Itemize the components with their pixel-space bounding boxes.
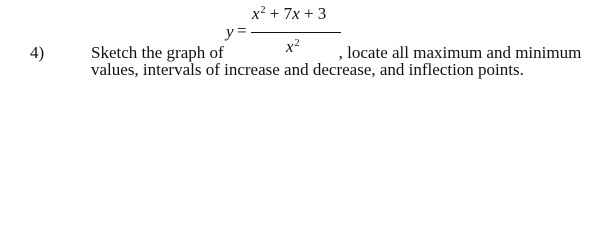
- fraction-bar: [251, 32, 341, 33]
- numerator-exponent: 2: [260, 5, 266, 16]
- question-text-before: Sketch the graph of: [91, 43, 224, 62]
- denominator-variable: x: [286, 37, 294, 56]
- numerator-variable: x: [252, 4, 260, 23]
- question-text-after: , locate all maximum and minimum: [338, 43, 582, 62]
- numerator-term: + 7: [265, 4, 293, 23]
- question-number: 4): [30, 43, 45, 62]
- equals-sign: =: [237, 21, 247, 40]
- fraction-numerator: [252, 5, 326, 23]
- numerator-constant: + 3: [299, 4, 327, 23]
- question-line-2: values, intervals of increase and decrease, and inflection points.: [91, 60, 524, 79]
- numerator-variable-2: x: [292, 4, 300, 23]
- equation-lhs: y: [226, 22, 234, 41]
- denominator-exponent: 2: [294, 38, 300, 49]
